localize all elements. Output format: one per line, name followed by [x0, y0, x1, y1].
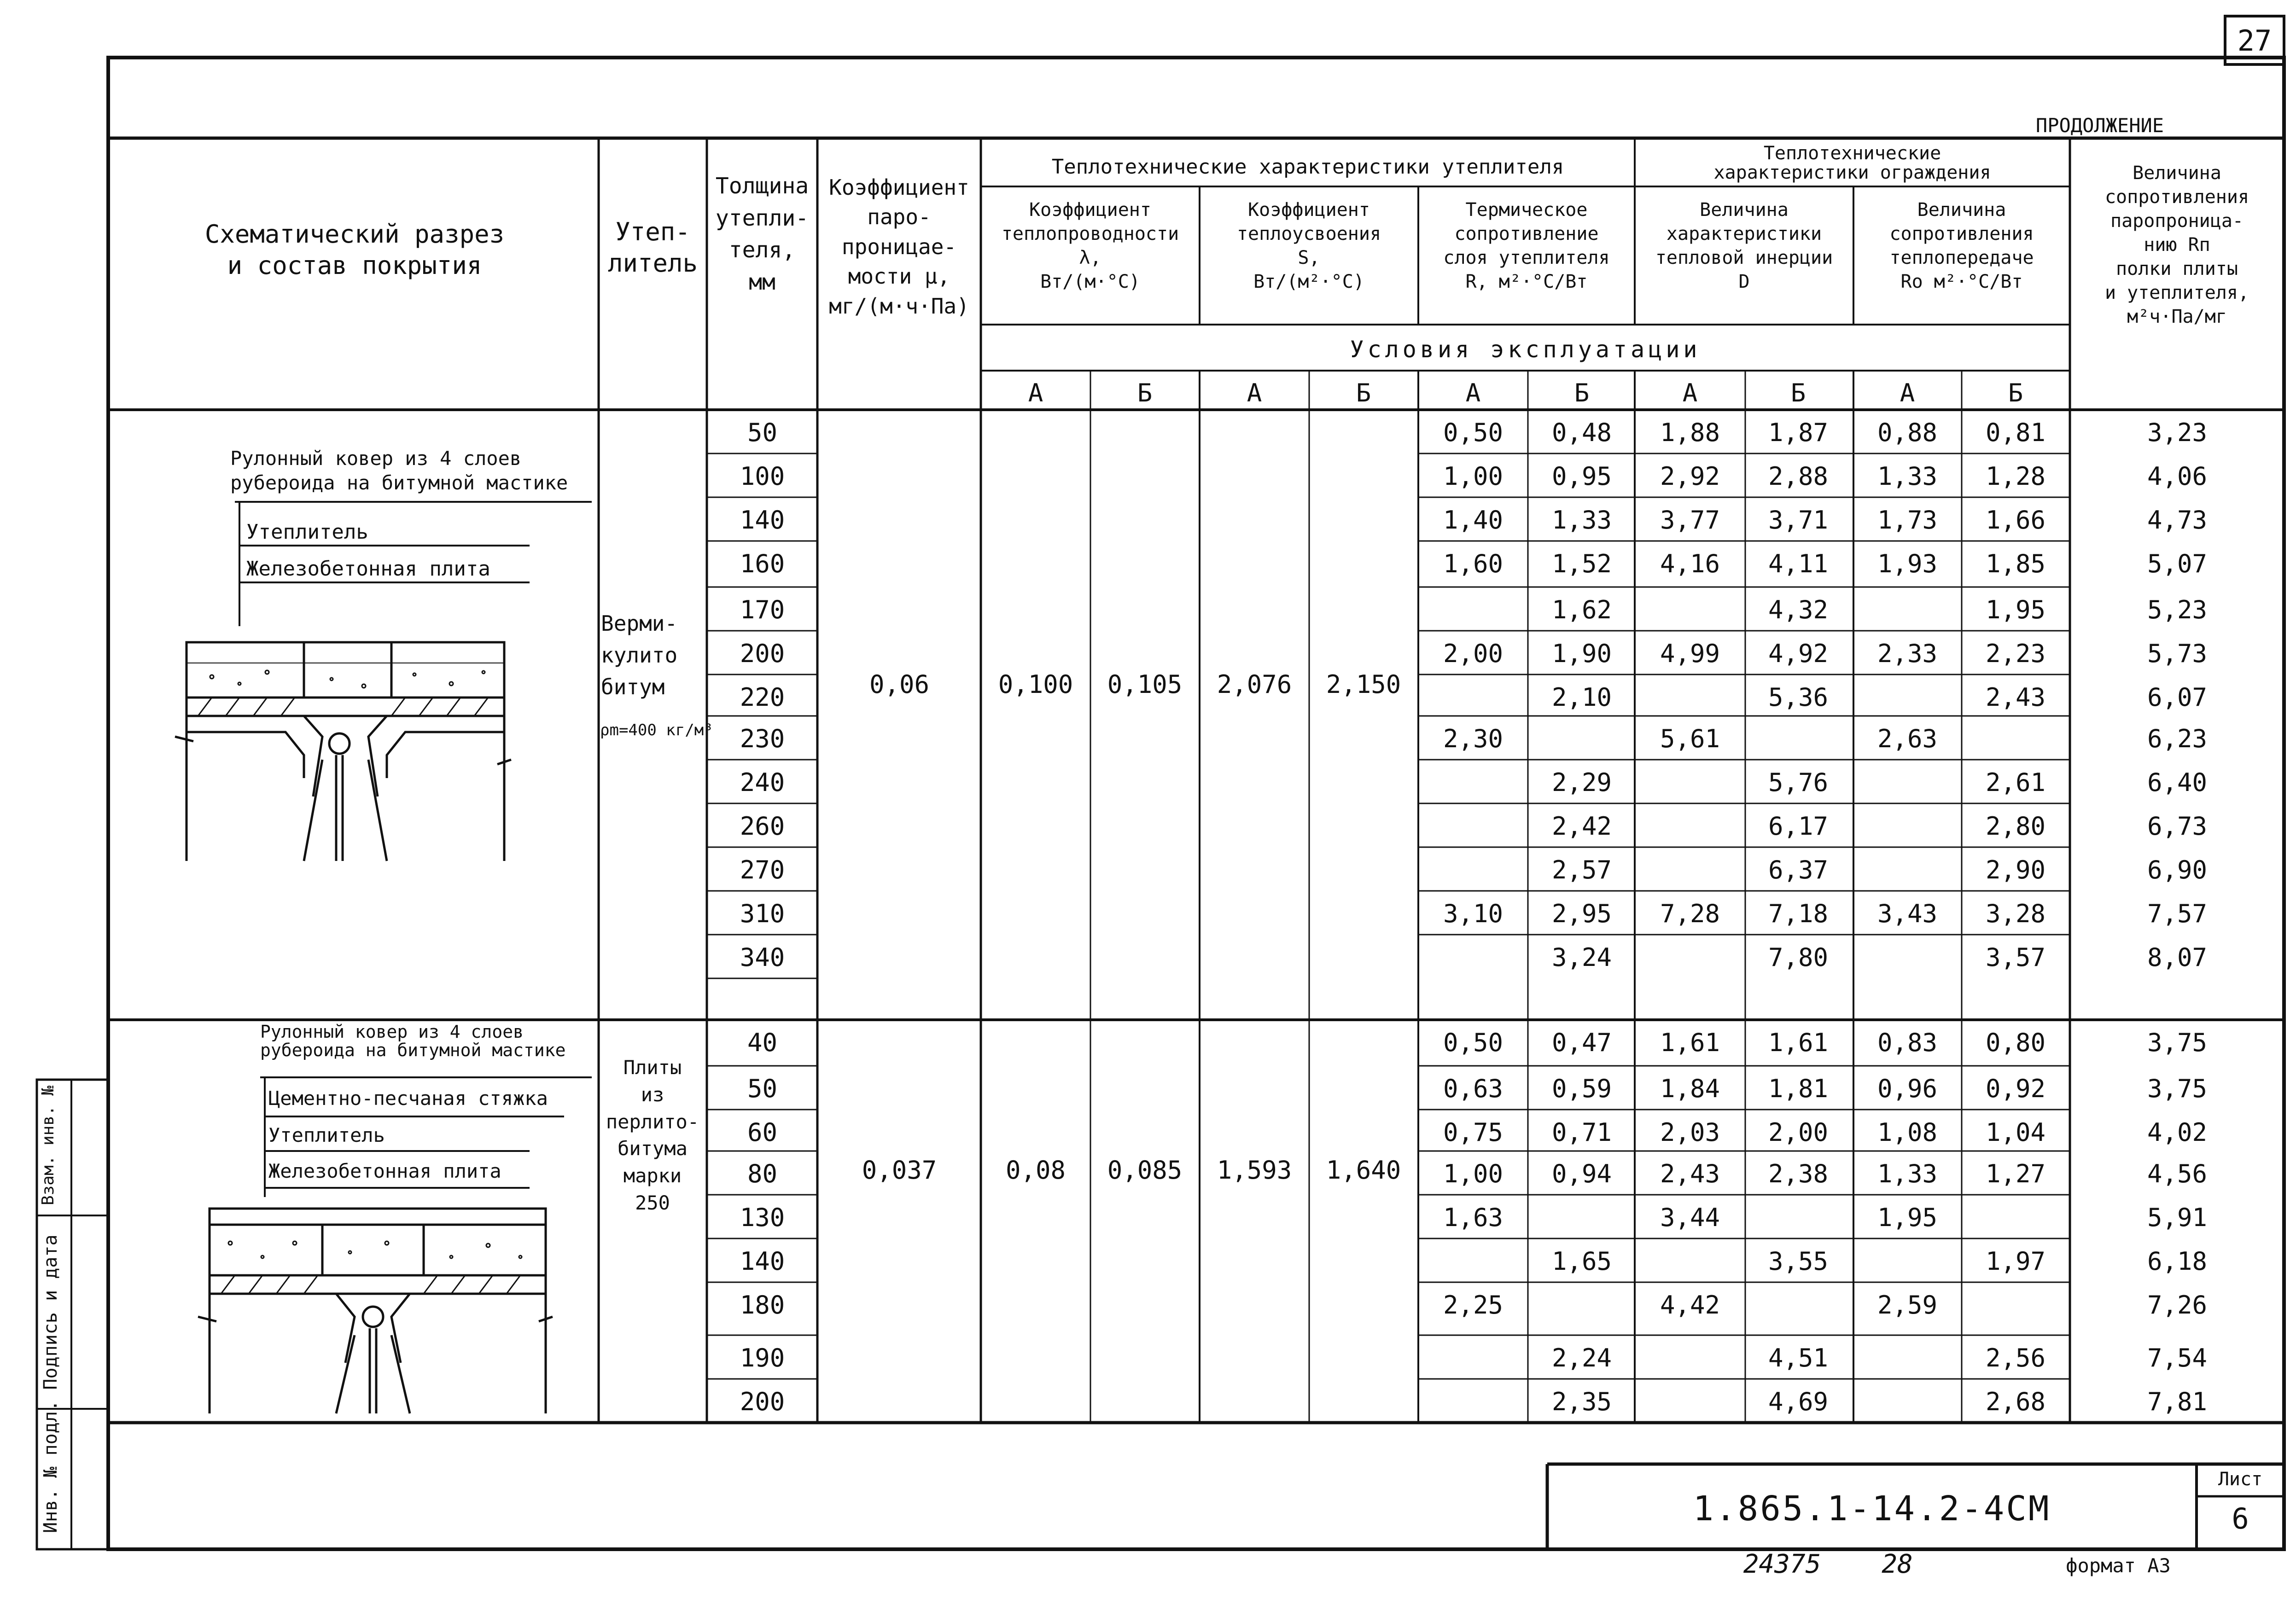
section1-lambda-b: 0,105: [1107, 670, 1183, 699]
cell-r-a: 0,63: [1443, 1074, 1503, 1103]
cell-r-b: 1,33: [1551, 506, 1612, 535]
cell-d-b: 4,32: [1768, 595, 1829, 624]
cell-d-a: 3,44: [1660, 1203, 1720, 1232]
cell-d-a: 4,99: [1660, 639, 1720, 668]
header-assimilation: Коэффициент теплоусвоения S, Вт/(м²·°С): [1236, 199, 1381, 292]
cell-ro-b: 1,97: [1985, 1247, 2046, 1276]
cell-thickness: 170: [740, 595, 785, 624]
header-conductivity: Коэффициент теплопроводности λ, Вт/(м·°С): [1001, 199, 1179, 292]
cell-rp: 6,40: [2147, 768, 2208, 797]
cell-rp: 5,91: [2147, 1203, 2208, 1232]
cell-ro-a: 3,43: [1877, 899, 1938, 928]
section2-mu: 0,037: [862, 1156, 937, 1185]
cell-ro-a: 1,95: [1877, 1203, 1938, 1232]
cell-ro-b: 2,68: [1985, 1387, 2046, 1416]
cell-rp: 6,73: [2147, 812, 2208, 841]
cell-d-b: 6,17: [1768, 812, 1829, 841]
cell-d-b: 1,81: [1768, 1074, 1829, 1103]
cell-thickness: 340: [740, 943, 785, 972]
cell-rp: 4,73: [2147, 506, 2208, 535]
cell-thickness: 190: [740, 1343, 785, 1372]
cell-ro-a: 0,96: [1877, 1074, 1938, 1103]
cell-ro-b: 1,27: [1985, 1159, 2046, 1188]
cell-thickness: 80: [747, 1159, 778, 1188]
cell-ro-b: 1,95: [1985, 595, 2046, 624]
cell-d-b: 5,76: [1768, 768, 1829, 797]
cell-thickness: 100: [740, 462, 785, 491]
cell-ro-b: 0,81: [1985, 418, 2046, 447]
cell-r-a: 2,00: [1443, 639, 1503, 668]
cell-thickness: 260: [740, 812, 785, 841]
cond-a: А: [1682, 378, 1698, 407]
cell-r-b: 0,48: [1551, 418, 1612, 447]
section2-layer-slab: Железобетонная плита: [268, 1160, 501, 1182]
header-operating-conditions: Условия эксплуатации: [1350, 336, 1701, 363]
cell-r-b: 0,47: [1551, 1028, 1612, 1057]
cell-rp: 6,18: [2147, 1247, 2208, 1276]
cell-d-b: 6,37: [1768, 855, 1829, 884]
cell-d-b: 4,92: [1768, 639, 1829, 668]
cell-d-b: 3,71: [1768, 506, 1829, 535]
stamp-replace-inv: Взам. инв. №: [39, 1085, 58, 1206]
cond-b: Б: [2008, 378, 2023, 407]
cell-ro-a: 1,33: [1877, 1159, 1938, 1188]
cell-r-b: 1,90: [1551, 639, 1612, 668]
sheet-number: 6: [2232, 1502, 2249, 1535]
cell-r-b: 2,29: [1551, 768, 1612, 797]
cell-d-b: 4,11: [1768, 549, 1829, 578]
cell-ro-b: 3,57: [1985, 943, 2046, 972]
cell-rp: 3,23: [2147, 418, 2208, 447]
stamp-signature-date: Подпись и дата: [40, 1234, 61, 1390]
cell-thickness: 230: [740, 724, 785, 753]
cell-ro-a: 1,73: [1877, 506, 1938, 535]
header-vapor-resistance: Величина сопротивления паропроница- нию Rп полки плиты и утеплителя, м²ч·Па/мг: [2104, 163, 2249, 327]
cell-r-a: 0,75: [1443, 1118, 1503, 1147]
cell-ro-a: 2,63: [1877, 724, 1938, 753]
footer-format: формат А3: [2066, 1554, 2171, 1577]
cell-rp: 5,23: [2147, 595, 2208, 624]
cell-ro-b: 2,61: [1985, 768, 2046, 797]
cell-r-b: 1,62: [1551, 595, 1612, 624]
cell-d-b: 3,55: [1768, 1247, 1829, 1276]
cell-r-a: 2,25: [1443, 1291, 1503, 1320]
cell-rp: 7,26: [2147, 1291, 2208, 1320]
cell-r-b: 2,10: [1551, 683, 1612, 712]
section1-layer-insulation: Утеплитель: [246, 520, 368, 544]
header-thickness: Толщина утепли- теля, мм: [715, 173, 809, 295]
cell-thickness: 270: [740, 855, 785, 884]
cell-r-b: 2,24: [1551, 1343, 1612, 1372]
section2-layer-insulation: Утеплитель: [268, 1124, 385, 1146]
cell-thickness: 220: [740, 683, 785, 712]
cell-r-a: 1,60: [1443, 549, 1503, 578]
section2-s-b: 1,640: [1326, 1156, 1401, 1185]
cell-rp: 6,23: [2147, 724, 2208, 753]
cell-rp: 3,75: [2147, 1074, 2208, 1103]
section2-s-a: 1,593: [1217, 1156, 1292, 1185]
document-code: 1.865.1-14.2-4СМ: [1693, 1489, 2051, 1529]
cell-ro-b: 2,56: [1985, 1343, 2046, 1372]
page-number: 27: [2237, 24, 2272, 58]
cell-thickness: 160: [740, 549, 785, 578]
cell-ro-b: 3,28: [1985, 899, 2046, 928]
cell-thickness: 40: [747, 1028, 778, 1057]
cell-d-b: 2,00: [1768, 1118, 1829, 1147]
section1-s-a: 2,076: [1217, 670, 1292, 699]
header-inertia: Величина характеристики тепловой инерции D: [1655, 199, 1833, 292]
cond-b: Б: [1574, 378, 1590, 407]
header-resistance: Термическое сопротивление слоя утеплителя R, м²·°С/Вт: [1443, 199, 1610, 292]
section1-layer-roof: Рулонный ковер из 4 слоев рубероида на битумной мастике: [230, 447, 568, 494]
cell-ro-b: 2,80: [1985, 812, 2046, 841]
cell-d-a: 3,77: [1660, 506, 1720, 535]
section1-density: ρm=400 кг/м³: [600, 721, 713, 739]
section1-layer-slab: Железобетонная плита: [246, 557, 490, 581]
cell-d-a: 1,88: [1660, 418, 1720, 447]
cond-a: А: [1465, 378, 1481, 407]
cond-b: Б: [1790, 378, 1806, 407]
footer-number2: 28: [1882, 1549, 1913, 1579]
header-vapor-coef: Коэффициент паро- проницае- мости μ, мг/(м·ч·Па): [829, 175, 969, 319]
cell-d-b: 1,61: [1768, 1028, 1829, 1057]
cell-d-a: 7,28: [1660, 899, 1720, 928]
section1-material: Верми- кулито битум: [601, 611, 678, 699]
cell-d-a: 2,03: [1660, 1118, 1720, 1147]
stamp-inv-podl: Инв. № подл.: [40, 1400, 61, 1533]
cell-ro-b: 2,43: [1985, 683, 2046, 712]
slab-section-2-drawing: [198, 1209, 553, 1413]
cell-ro-b: 2,23: [1985, 639, 2046, 668]
cell-r-b: 0,95: [1551, 462, 1612, 491]
cell-ro-b: 0,80: [1985, 1028, 2046, 1057]
cell-rp: 5,73: [2147, 639, 2208, 668]
cell-d-b: 2,38: [1768, 1159, 1829, 1188]
cell-thickness: 240: [740, 768, 785, 797]
cell-ro-a: 2,59: [1877, 1291, 1938, 1320]
cell-thickness: 60: [747, 1118, 778, 1147]
cell-d-a: 4,16: [1660, 549, 1720, 578]
cell-r-b: 0,94: [1551, 1159, 1612, 1188]
cell-thickness: 50: [747, 418, 778, 447]
cell-r-a: 1,00: [1443, 462, 1503, 491]
cell-thickness: 200: [740, 1387, 785, 1416]
cell-thickness: 130: [740, 1203, 785, 1232]
section1-s-b: 2,150: [1326, 670, 1401, 699]
cell-r-a: 0,50: [1443, 418, 1503, 447]
cond-a: А: [1028, 378, 1043, 407]
cell-ro-b: 2,90: [1985, 855, 2046, 884]
cell-d-b: 1,87: [1768, 418, 1829, 447]
section2-lambda-a: 0,08: [1005, 1156, 1066, 1185]
cell-rp: 8,07: [2147, 943, 2208, 972]
cell-ro-a: 1,08: [1877, 1118, 1938, 1147]
cond-b: Б: [1137, 378, 1153, 407]
cell-r-b: 2,57: [1551, 855, 1612, 884]
cell-rp: 5,07: [2147, 549, 2208, 578]
cell-d-b: 4,51: [1768, 1343, 1829, 1372]
cell-r-b: 0,59: [1551, 1074, 1612, 1103]
cell-rp: 7,81: [2147, 1387, 2208, 1416]
cell-d-b: 4,69: [1768, 1387, 1829, 1416]
header-heat-transfer: Величина сопротивления теплопередаче Rо м²·°С/Вт: [1889, 199, 2034, 292]
cell-d-b: 5,36: [1768, 683, 1829, 712]
section1-mu: 0,06: [869, 670, 930, 699]
cell-d-a: 2,92: [1660, 462, 1720, 491]
cell-r-b: 2,42: [1551, 812, 1612, 841]
cell-ro-b: 1,85: [1985, 549, 2046, 578]
cell-rp: 6,07: [2147, 683, 2208, 712]
sheet-label: Лист: [2218, 1469, 2263, 1490]
cell-r-a: 1,63: [1443, 1203, 1503, 1232]
cell-ro-a: 0,83: [1877, 1028, 1938, 1057]
cell-thickness: 50: [747, 1074, 778, 1103]
cell-r-a: 3,10: [1443, 899, 1503, 928]
cell-thickness: 140: [740, 506, 785, 535]
cell-r-b: 1,65: [1551, 1247, 1612, 1276]
cell-thickness: 180: [740, 1291, 785, 1320]
cell-r-b: 3,24: [1551, 943, 1612, 972]
cell-d-a: 2,43: [1660, 1159, 1720, 1188]
cell-r-b: 0,71: [1551, 1118, 1612, 1147]
cell-thickness: 140: [740, 1247, 785, 1276]
cell-rp: 7,57: [2147, 899, 2208, 928]
cell-d-a: 5,61: [1660, 724, 1720, 753]
header-thermal-insulation: Теплотехнические характеристики утеплителя: [1051, 155, 1564, 179]
section2-layer-screed: Цементно-песчаная стяжка: [268, 1087, 548, 1110]
cell-d-a: 1,84: [1660, 1074, 1720, 1103]
cell-rp: 7,54: [2147, 1343, 2208, 1372]
cell-thickness: 310: [740, 899, 785, 928]
header-insulator: Утеп- литель: [607, 217, 698, 278]
cell-d-a: 1,61: [1660, 1028, 1720, 1057]
cell-rp: 4,06: [2147, 462, 2208, 491]
cell-r-a: 1,00: [1443, 1159, 1503, 1188]
cell-ro-a: 2,33: [1877, 639, 1938, 668]
footer-number1: 24375: [1743, 1549, 1821, 1579]
cell-ro-b: 1,28: [1985, 462, 2046, 491]
continuation-label: ПРОДОЛЖЕНИЕ: [2035, 114, 2164, 137]
section2-lambda-b: 0,085: [1107, 1156, 1183, 1185]
cell-d-b: 7,80: [1768, 943, 1829, 972]
cell-d-b: 2,88: [1768, 462, 1829, 491]
cell-ro-a: 1,33: [1877, 462, 1938, 491]
cell-r-b: 2,35: [1551, 1387, 1612, 1416]
cell-ro-b: 1,66: [1985, 506, 2046, 535]
cell-thickness: 200: [740, 639, 785, 668]
cell-ro-b: 1,04: [1985, 1118, 2046, 1147]
cell-r-b: 1,52: [1551, 549, 1612, 578]
cell-rp: 3,75: [2147, 1028, 2208, 1057]
cond-b: Б: [1356, 378, 1371, 407]
cell-ro-a: 0,88: [1877, 418, 1938, 447]
section2-layer-roof: Рулонный ковер из 4 слоев рубероида на битумной мастике: [260, 1022, 566, 1060]
cell-rp: 4,02: [2147, 1118, 2208, 1147]
slab-section-1-drawing: [175, 642, 511, 861]
cell-r-a: 2,30: [1443, 724, 1503, 753]
cell-r-a: 1,40: [1443, 506, 1503, 535]
cell-r-a: 0,50: [1443, 1028, 1503, 1057]
cell-ro-b: 0,92: [1985, 1074, 2046, 1103]
header-section: Схематический разрез и состав покрытия: [204, 220, 505, 280]
cell-r-b: 2,95: [1551, 899, 1612, 928]
cell-d-b: 7,18: [1768, 899, 1829, 928]
section2-material: Плиты из перлито- битума марки 250: [606, 1056, 699, 1214]
cond-a: А: [1247, 378, 1262, 407]
cell-rp: 4,56: [2147, 1159, 2208, 1188]
section1-lambda-a: 0,100: [998, 670, 1073, 699]
header-thermal-enclosure: Теплотехнические характеристики ограждения: [1713, 143, 1991, 183]
cond-a: А: [1900, 378, 1915, 407]
cell-d-a: 4,42: [1660, 1291, 1720, 1320]
cell-rp: 6,90: [2147, 855, 2208, 884]
cell-ro-a: 1,93: [1877, 549, 1938, 578]
